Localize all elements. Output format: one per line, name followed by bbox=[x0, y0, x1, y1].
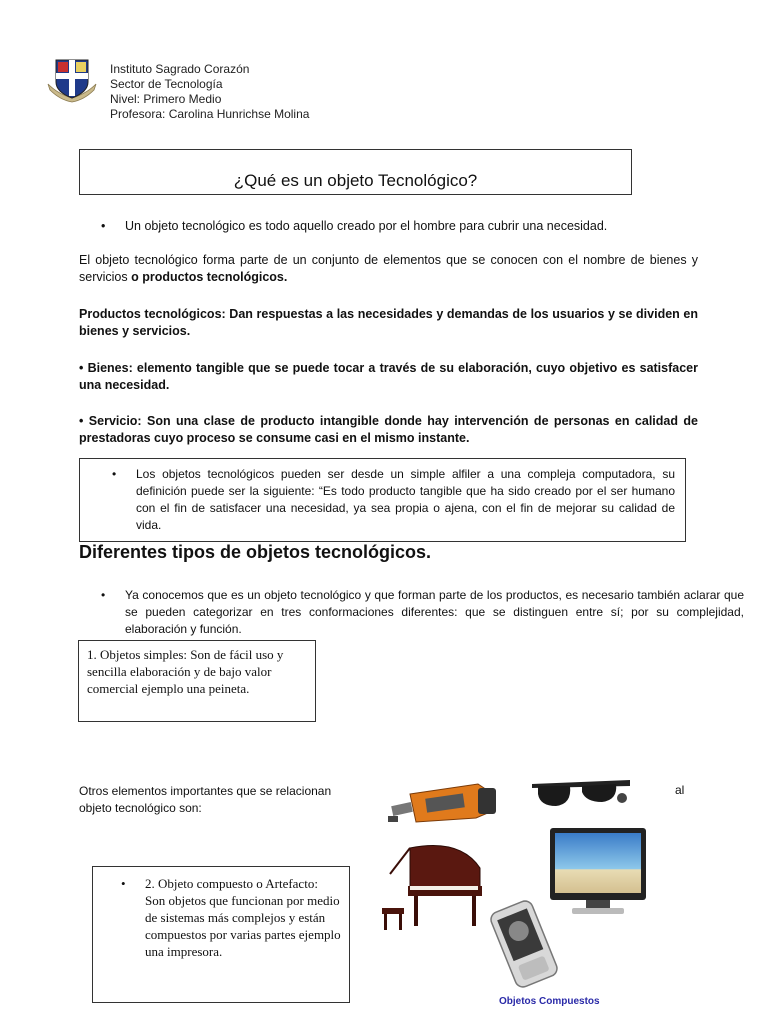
other-elements-text: Otros elementos importantes que se relacionan objeto tecnológico son: bbox=[79, 784, 332, 815]
sector-name: Sector de Tecnología bbox=[110, 77, 223, 91]
intro-bullet: • Un objeto tecnológico es todo aquello creado por el hombre para cubrir una necesidad. bbox=[79, 218, 744, 235]
other-elements-text-right: al bbox=[675, 783, 685, 797]
teacher-name: Profesora: Carolina Hunrichse Molina bbox=[110, 107, 310, 121]
school-crest-logo bbox=[46, 54, 98, 106]
school-name: Instituto Sagrado Corazón bbox=[110, 62, 250, 76]
section-bullet: • Ya conocemos que es un objeto tecnológico y que forman parte de los productos, es necesario también aclarar que se pueden categorizar en tres conformaciones diferentes: que se distinguen entre sí; por su complejidad, elaboración y función. bbox=[79, 587, 744, 638]
definition-note-text: • Los objetos tecnológicos pueden ser desde un simple alfiler a una compleja computadora, su definición puede ser la siguiente: “Es todo producto tangible que ha sido creado por el ser humano con el fin de satisfacer una necesidad, ya sea propia o ajena, con el fin de mejorar su calidad de vida. bbox=[80, 466, 675, 534]
piano-image bbox=[380, 838, 486, 934]
paragraph-goods-services bbox=[79, 252, 698, 286]
section-heading: Diferentes tipos de objetos tecnológicos. bbox=[79, 542, 432, 562]
definition-note-box bbox=[79, 458, 686, 542]
page-title: ¿Qué es un objeto Tecnológico? bbox=[233, 171, 478, 190]
course-level: Nivel: Primero Medio bbox=[110, 92, 222, 106]
compound-objects-text: • 2. Objeto compuesto o Artefacto: Son objetos que funcionan por medio de sistemas más complejos y están compuestos por varias partes ejemplo una impresora. bbox=[93, 875, 341, 960]
sunglasses-image bbox=[530, 776, 634, 810]
title-box bbox=[79, 149, 632, 195]
products-definition: Productos tecnológicos: Dan respuestas a las necesidades y demandas de los usuarios y se dividen en bienes y servicios. bbox=[79, 307, 698, 338]
paragraph-bold-text: o productos tecnológicos. bbox=[131, 270, 288, 284]
drill-image bbox=[386, 778, 506, 832]
compound-objects-box bbox=[92, 866, 350, 1003]
simple-objects-box: 1. Objetos simples: Son de fácil uso y sencilla elaboración y de bajo valor comercial ejemplo una peineta. bbox=[78, 640, 316, 722]
image-caption: Objetos Compuestos bbox=[499, 996, 600, 1007]
school-header bbox=[110, 62, 309, 122]
paragraph-text: El objeto tecnológico forma parte de un conjunto de elementos que se conocen con el nombre de bienes y servicios bbox=[79, 253, 698, 284]
service-definition: • Servicio: Son una clase de producto intangible donde hay intervención de personas en calidad de prestadoras cuyo proceso se consume casi en el mismo instante. bbox=[79, 414, 698, 445]
goods-definition: • Bienes: elemento tangible que se puede tocar a través de su elaboración, cuyo objetivo es satisfacer una necesidad. bbox=[79, 361, 698, 392]
mobile-phone-image bbox=[480, 898, 568, 990]
